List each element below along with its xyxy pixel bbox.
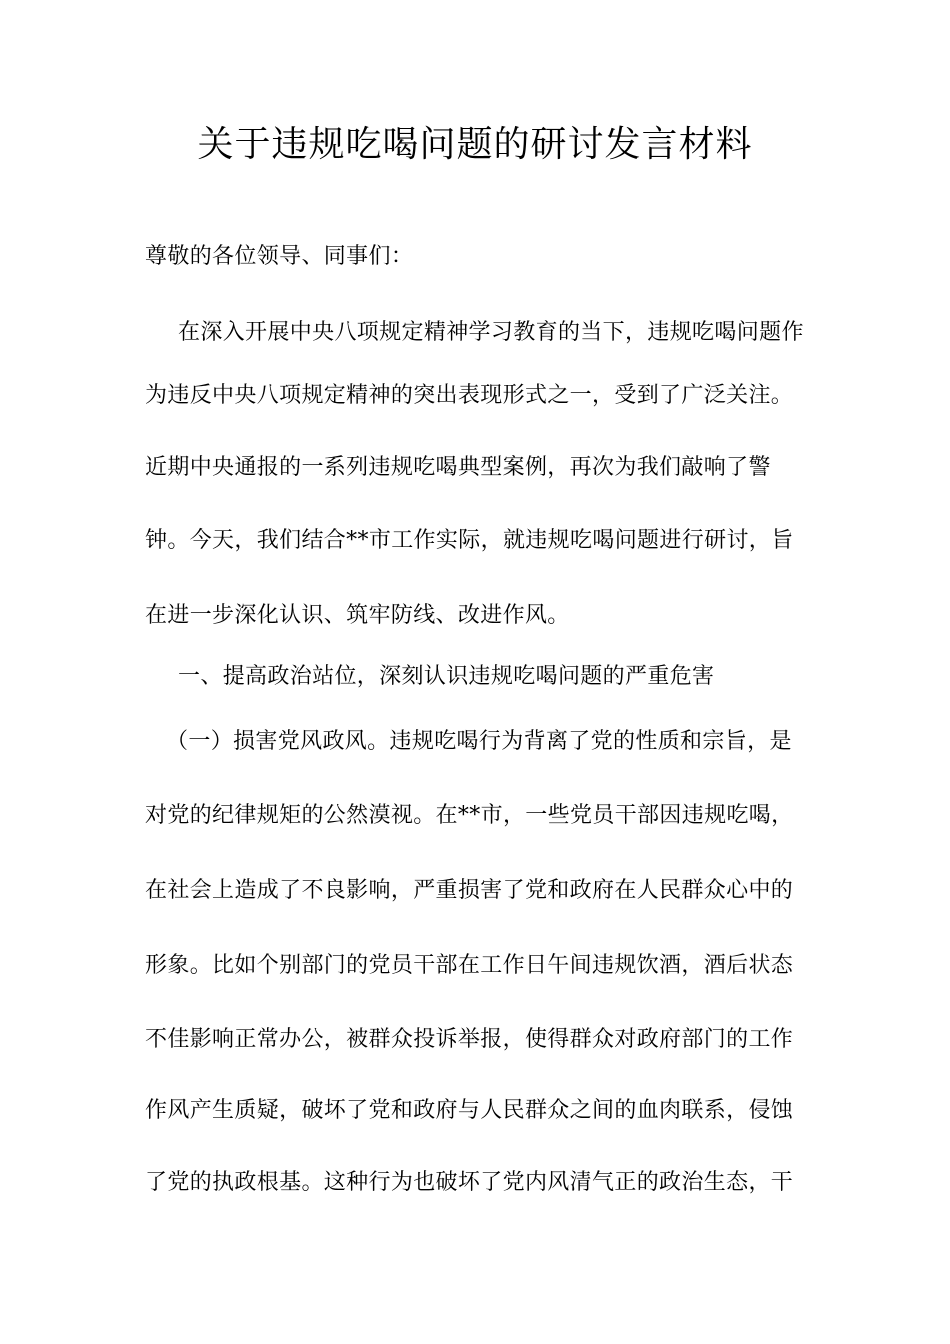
paragraph-line: 在深入开展中央八项规定精神学习教育的当下，违规吃喝问题作 xyxy=(178,320,804,345)
salutation: 尊敬的各位领导、同事们： xyxy=(145,244,414,269)
paragraph-line: 形象。比如个别部门的党员干部在工作日午间违规饮酒，酒后状态 xyxy=(145,953,794,978)
section-heading: 一、提高政治站位，深刻认识违规吃喝问题的严重危害 xyxy=(178,664,715,689)
paragraph-line: 在进一步深化认识、筑牢防线、改进作风。 xyxy=(145,603,570,628)
paragraph-line: 作风产生质疑，破坏了党和政府与人民群众之间的血肉联系，侵蚀 xyxy=(145,1098,794,1123)
paragraph-line: 为违反中央八项规定精神的突出表现形式之一，受到了广泛关注。 xyxy=(145,383,794,408)
paragraph-line: 钟。今天，我们结合**市工作实际，就违规吃喝问题进行研讨，旨 xyxy=(145,528,794,553)
paragraph-line: 不佳影响正常办公，被群众投诉举报，使得群众对政府部门的工作 xyxy=(145,1027,794,1052)
paragraph-line: 在社会上造成了不良影响，严重损害了党和政府在人民群众心中的 xyxy=(145,878,794,903)
document-title: 关于违规吃喝问题的研讨发言材料 xyxy=(197,124,753,165)
subsection-line: （一）损害党风政风。违规吃喝行为背离了党的性质和宗旨，是 xyxy=(166,729,792,754)
paragraph-line: 近期中央通报的一系列违规吃喝典型案例，再次为我们敲响了警 xyxy=(145,455,771,480)
paragraph-line: 了党的执政根基。这种行为也破坏了党内风清气正的政治生态，干 xyxy=(145,1170,794,1195)
paragraph-line: 对党的纪律规矩的公然漠视。在**市，一些党员干部因违规吃喝， xyxy=(145,803,794,828)
